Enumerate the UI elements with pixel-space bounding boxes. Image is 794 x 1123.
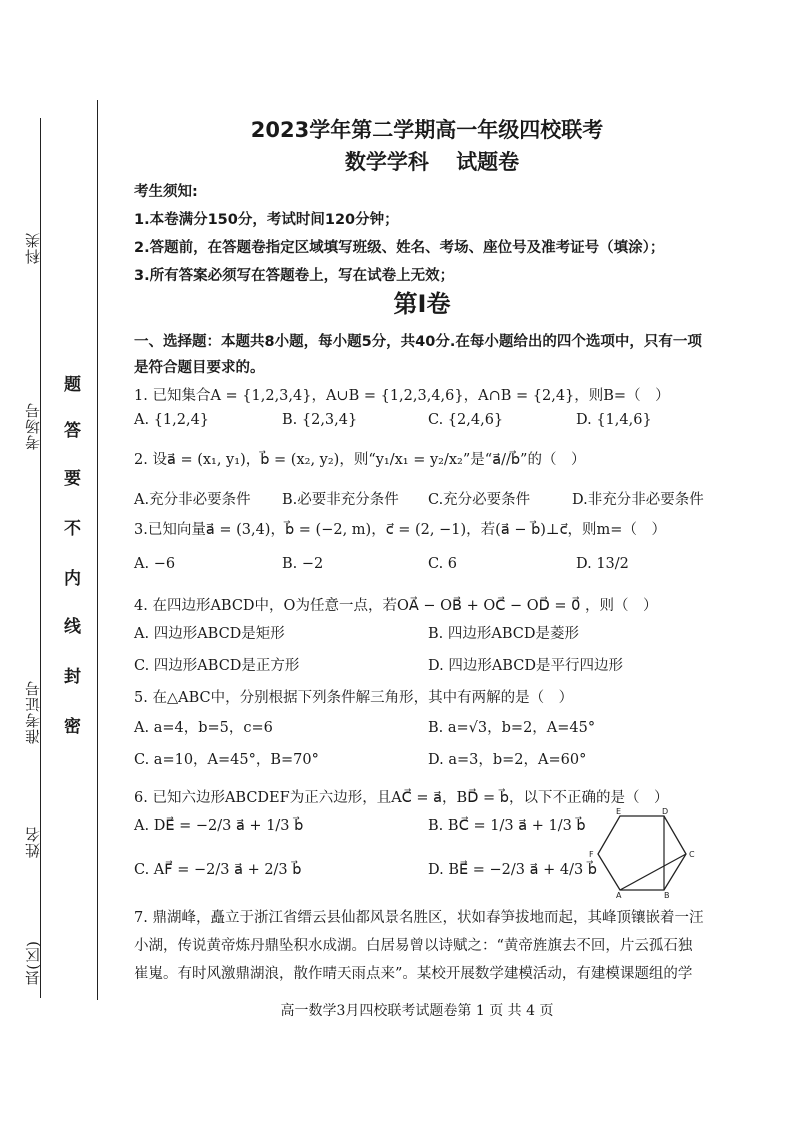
- hexagon-outline: [598, 816, 686, 890]
- q3-option-a: A. −6: [134, 556, 176, 572]
- exam-title: 2023学年第二学期高一年级四校联考: [250, 118, 604, 142]
- question-7-line: 崔嵬。有时风激鼎湖浪，散作晴天雨点来”。某校开展数学建模活动，有建模课题组的学: [134, 966, 693, 982]
- question-7-line: 小湖，传说黄帝炼丹鼎坠积水成湖。白居易曾以诗赋之：“黄帝旌旗去不回，片云孤石独: [134, 938, 693, 954]
- seal-char: 内: [64, 569, 81, 589]
- q4-option-d: D. 四边形ABCD是平行四边形: [428, 658, 623, 674]
- seal-line: [97, 100, 98, 1000]
- seal-char: 不: [64, 519, 81, 539]
- question-4-stem: 4. 在四边形ABCD中，O为任意一点，若OA⃗ − OB⃗ + OC⃗ − OD⃗ = 0⃗ ，则（ ）: [134, 598, 658, 614]
- volume-title: 第Ⅰ卷: [393, 290, 451, 318]
- q1-option-a: A. {1,2,4}: [134, 412, 210, 428]
- q4-option-c: C. 四边形ABCD是正方形: [134, 658, 300, 674]
- q2-option-a: A.充分非必要条件: [134, 492, 251, 508]
- q6-option-a: A. DE⃗ = −2/3 a⃗ + 1/3 b⃗: [134, 818, 304, 834]
- q5-option-a: A. a=4，b=5，c=6: [134, 720, 273, 736]
- vertex-label-c: C: [689, 850, 695, 859]
- seal-char: 答: [64, 421, 81, 441]
- seal-char: 线: [64, 617, 81, 637]
- label-ticket-number: 准考证号: [24, 680, 42, 744]
- page-footer: 高一数学3月四校联考试题卷第 1 页 共 4 页: [280, 1003, 554, 1019]
- seal-char: 要: [64, 469, 81, 489]
- question-7-line: 7. 鼎湖峰，矗立于浙江省缙云县仙都风景名胜区，状如春笋拔地而起，其峰顶镶嵌着一汪: [134, 910, 704, 926]
- label-exam-room: 考场号: [24, 402, 42, 450]
- vertex-label-b: B: [664, 891, 670, 898]
- vector-ac: [620, 854, 686, 890]
- seal-char: 密: [64, 717, 81, 737]
- q5-option-d: D. a=3，b=2，A=60°: [428, 752, 587, 768]
- question-1-stem: 1. 已知集合A = {1,2,3,4}，A∪B = {1,2,3,4,6}，A∩B = {2,4}，则B=（ ）: [134, 388, 670, 404]
- notice-item: 1.本卷满分150分，考试时间120分钟；: [134, 212, 399, 228]
- q2-option-d: D.非充分非必要条件: [572, 492, 704, 508]
- seal-char: 封: [64, 667, 81, 687]
- notice-heading: 考生须知:: [134, 184, 198, 200]
- question-3-stem: 3.已知向量a⃗ = (3,4)，b⃗ = (−2, m)，c⃗ = (2, −1)，若(a⃗ − b⃗)⊥c⃗，则m=（ ）: [134, 522, 666, 538]
- section-heading-cont: 是符合题目要求的。: [134, 360, 265, 376]
- vertex-label-f: F: [589, 850, 594, 859]
- q4-option-b: B. 四边形ABCD是菱形: [428, 626, 579, 642]
- question-6-stem: 6. 已知六边形ABCDEF为正六边形，且AC⃗ = a⃗，BD⃗ = b⃗，以下不正确的是（ ）: [134, 790, 669, 806]
- q1-option-d: D. {1,4,6}: [576, 412, 652, 428]
- notice-item: 3.所有答案必须写在答题卷上，写在试卷上无效；: [134, 268, 455, 284]
- q1-option-b: B. {2,3,4}: [282, 412, 358, 428]
- section-heading: 一、选择题：本题共8小题，每小题5分，共40分.在每小题给出的四个选项中，只有一项: [134, 334, 702, 350]
- label-county: 县(区): [24, 940, 42, 986]
- q6-option-b: B. BC⃗ = 1/3 a⃗ + 1/3 b⃗: [428, 818, 586, 834]
- seal-char: 题: [64, 375, 81, 395]
- vertex-label-e: E: [616, 807, 622, 816]
- q3-option-b: B. −2: [282, 556, 324, 572]
- vertex-label-d: D: [662, 807, 669, 816]
- q6-option-d: D. BE⃗ = −2/3 a⃗ + 4/3 b⃗: [428, 862, 598, 878]
- q5-option-c: C. a=10，A=45°，B=70°: [134, 752, 319, 768]
- q5-option-b: B. a=√3，b=2，A=45°: [428, 720, 596, 736]
- q1-option-c: C. {2,4,6}: [428, 412, 504, 428]
- q6-option-c: C. AF⃗ = −2/3 a⃗ + 2/3 b⃗: [134, 862, 302, 878]
- q2-option-c: C.充分必要条件: [428, 492, 531, 508]
- hexagon-figure: [586, 806, 704, 898]
- exam-subtitle: 数学学科 试题卷: [344, 150, 520, 174]
- vertex-label-a: A: [616, 891, 622, 898]
- question-2-stem: 2. 设a⃗ = (x₁, y₁)，b⃗ = (x₂, y₂)，则“y₁/x₁ = y₂/x₂”是“a⃗//b⃗”的（ ）: [134, 452, 586, 468]
- q3-option-d: D. 13/2: [576, 556, 629, 572]
- q4-option-a: A. 四边形ABCD是矩形: [134, 626, 285, 642]
- q3-option-c: C. 6: [428, 556, 458, 572]
- question-5-stem: 5. 在△ABC中，分别根据下列条件解三角形，其中有两解的是（ ）: [134, 690, 574, 706]
- label-subject: 科类: [24, 232, 42, 264]
- q2-option-b: B.必要非充分条件: [282, 492, 399, 508]
- notice-item: 2.答题前，在答题卷指定区域填写班级、姓名、考场、座位号及准考证号（填涂）；: [134, 240, 665, 256]
- label-name: 姓名: [24, 826, 42, 858]
